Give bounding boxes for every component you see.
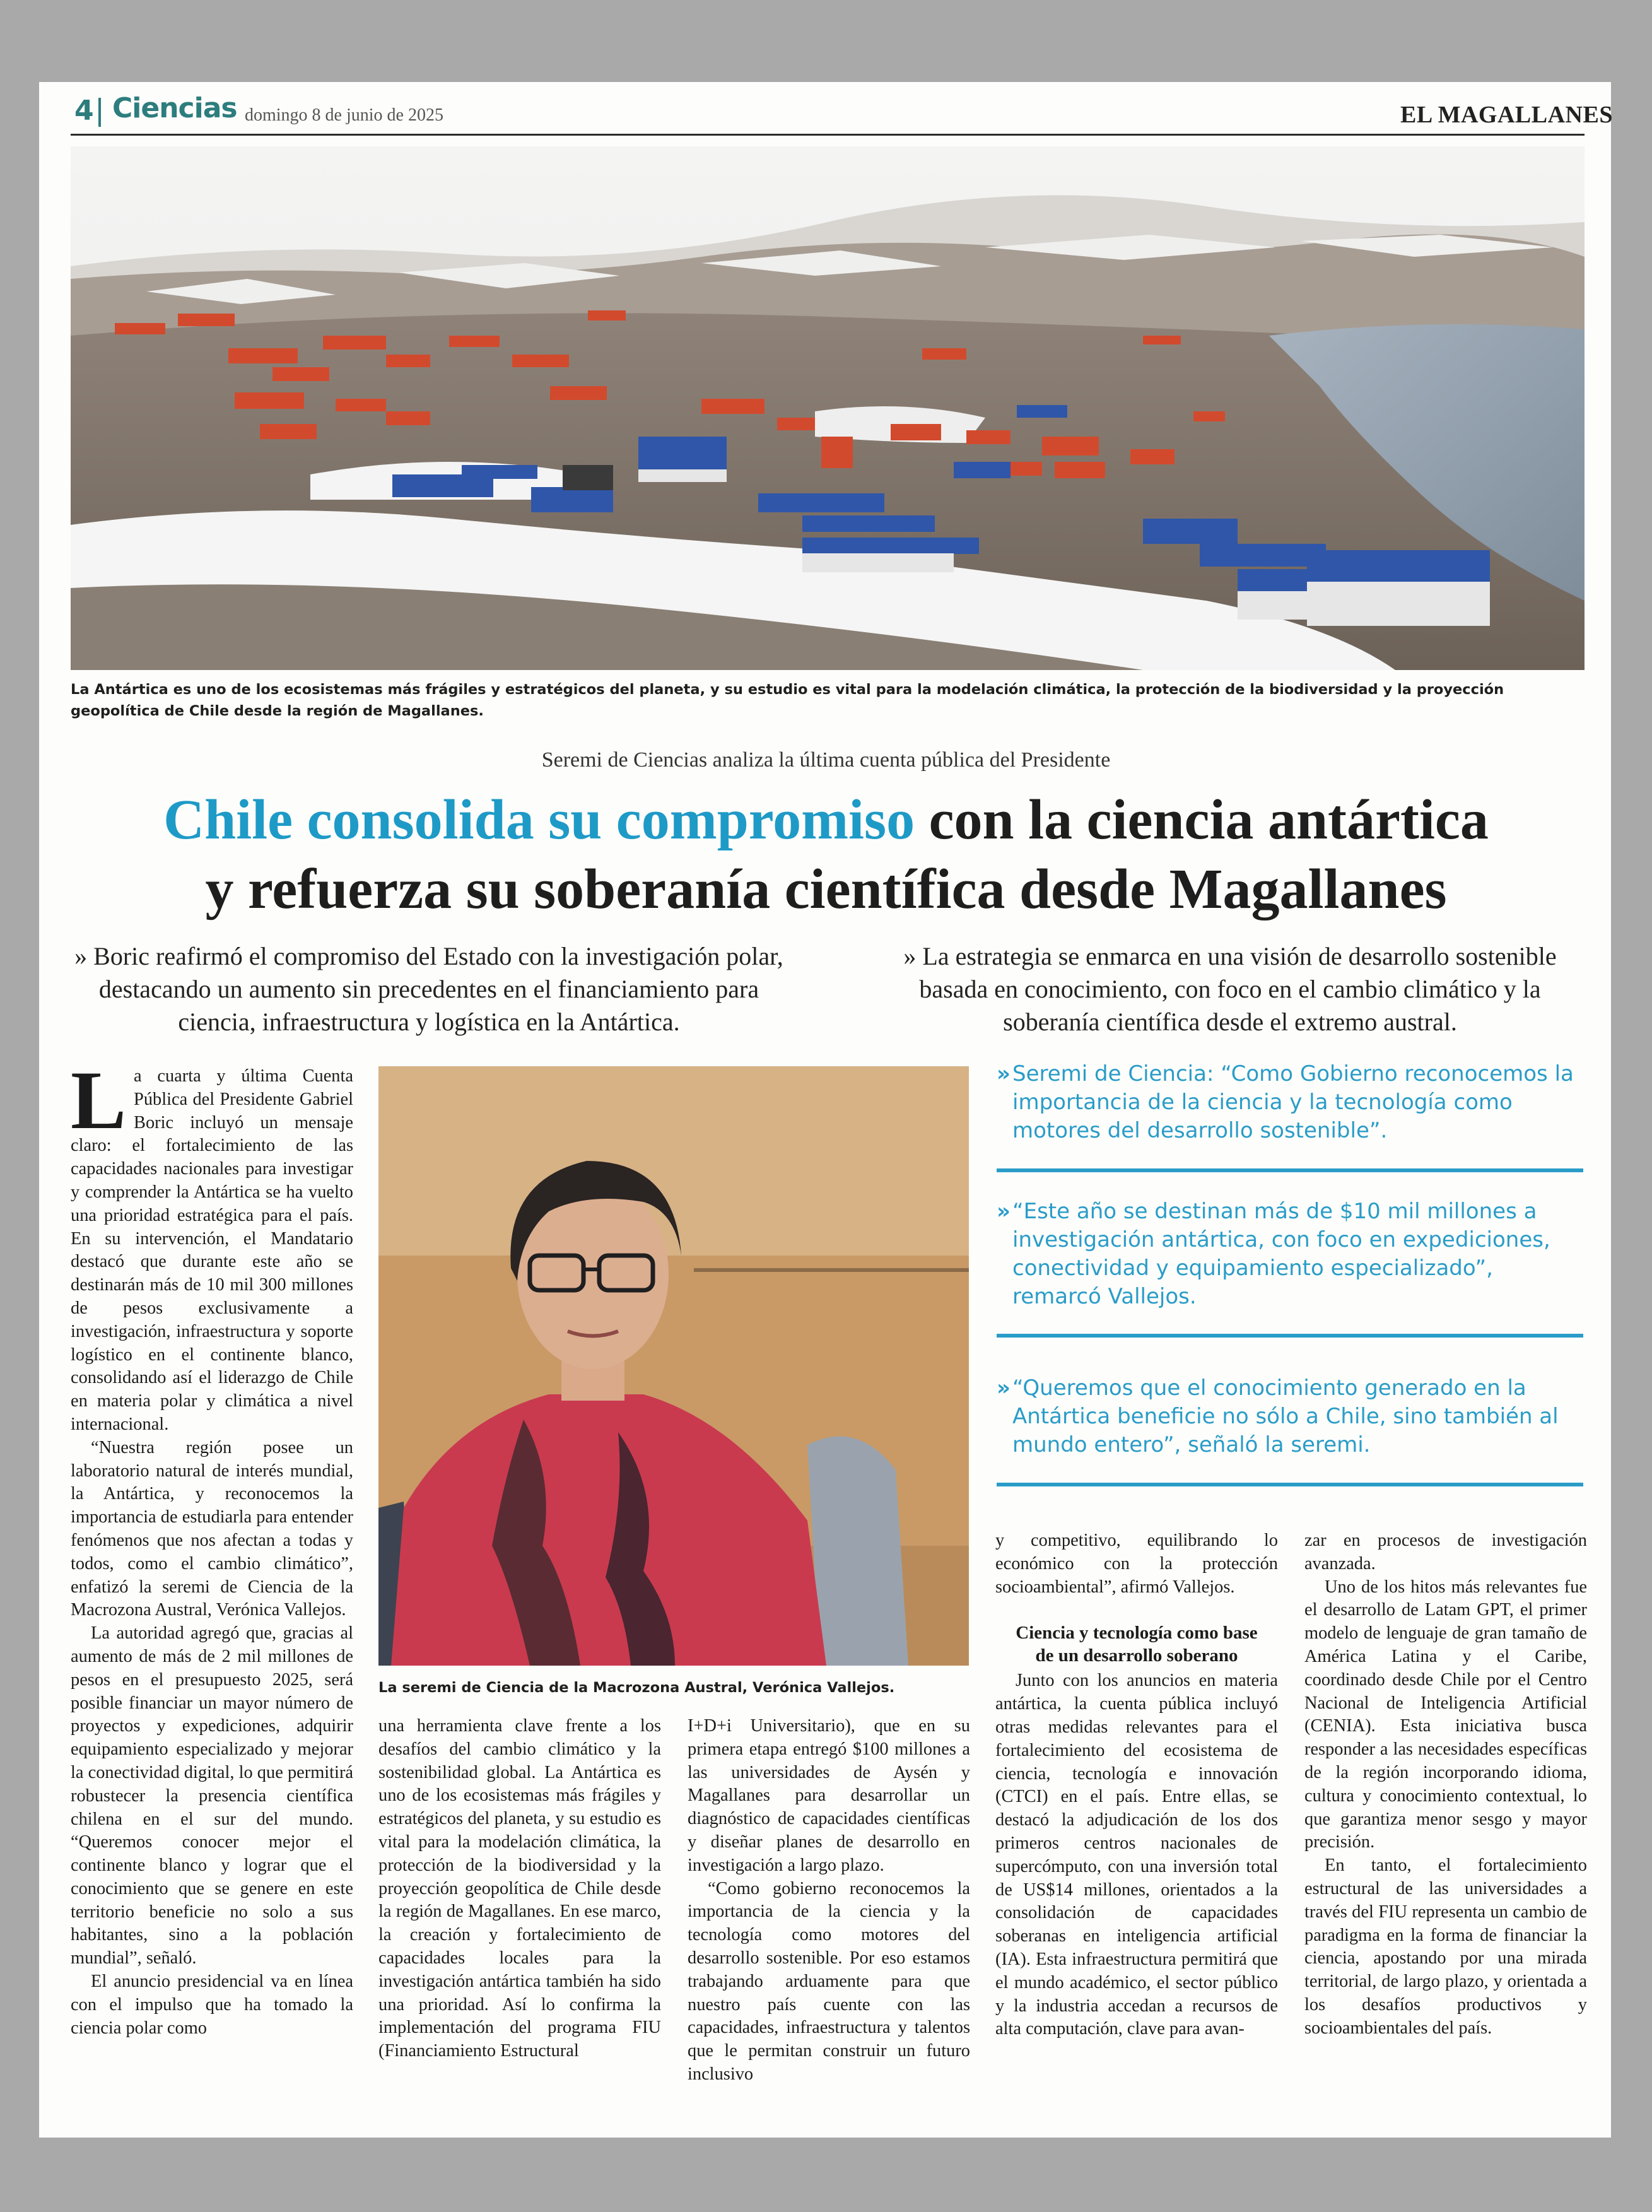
subhead-left: » Boric reafirmó el compromiso del Estado con la investigación polar, destacando un aumento sin precedentes en el financiamiento para ciencia, infraestructura y logística en la Antártica.: [74, 942, 783, 1036]
headline-line2: y refuerza su soberanía científica desde Magallanes: [205, 858, 1447, 921]
header-divider: [98, 98, 101, 127]
pull-quote-2: » “Este año se destinan más de $10 mil millones a investigación antártica, con foco en expediciones, conectividad y equipamiento especializado”, remarcó Vallejos.: [997, 1199, 1550, 1309]
pull-quote-1: » Seremi de Ciencia: “Como Gobierno reconocemos la importancia de la ciencia y la tecnología como motores del desarrollo sostenible”.: [997, 1061, 1574, 1143]
page-number: 4: [74, 95, 94, 127]
issue-date: domingo 8 de junio de 2025: [245, 105, 443, 125]
paragraph: una herramienta clave frente a los desafíos del cambio climático y la sostenibilidad global. La Antártica es uno de los ecosistemas más frágiles y estratégicos del planeta, y su estudio es vital para la modelación climática, la protección de la biodiversidad y la proyección geopolítica de Chile desde la región de Magallanes. En ese marco, la creación y fortalecimiento de capacidades locales para la investigación antártica también ha sido una prioridad. Así lo confirma la implementación del programa FIU (Financiamiento Estructural: [378, 1716, 661, 2061]
headline-highlight: Chile consolida su compromiso: [163, 789, 915, 851]
paragraph: “Como gobierno reconocemos la importancia de la ciencia y la tecnología como motores del desarrollo sostenible. Por eso estamos trabajando arduamente para que nuestro país cuente con las capacidades, infraestructura y talentos que le permitan construir un futuro inclusivo: [688, 1878, 970, 2084]
newspaper-name: EL MAGALLANES: [1400, 102, 1613, 128]
double-chevron-icon: »: [997, 1199, 1005, 1224]
article-headline: [0, 785, 1652, 924]
chevron-right-icon: »: [74, 942, 94, 970]
article-column-2: [378, 1715, 661, 2063]
article-column-4: [995, 1529, 1278, 2041]
paragraph: Uno de los hitos más relevantes fue el desarrollo de Latam GPT, el primer modelo de lenguaje de gran tamaño de América Latina y el Caribe, coordinado desde Chile por el Centro Nacional de Inteligencia Artificial (CENIA). Esta iniciativa busca responder a las necesidades específicas de la región incorporando idioma, cultura y conocimiento contextual, lo que garantiza menor sesgo y mayor precisión.: [1304, 1577, 1587, 1852]
article-column-5: [1304, 1529, 1587, 2040]
paragraph: I+D+i Universitario), que en su primera etapa entregó $100 millones a las universidades de Aysén y Magallanes para desarrollar un diagnóstico de capacidades científicas y diseñar planes de desarrollo en investigación a largo plazo.: [688, 1716, 970, 1875]
quote-divider: [997, 1483, 1583, 1486]
antarctic-base-photo: [71, 146, 1585, 670]
article-column-3: [688, 1715, 970, 2086]
drop-cap: L: [71, 1054, 127, 1146]
paragraph: a cuarta y última Cuenta Pública del Presidente Gabriel Boric incluyó un mensaje claro: el fortalecimiento de las capacidades nacionales para investigar y comprender la Antártica se ha vuelto una prioridad estratégica para el país. En su intervención, el Mandatario destacó que durante este año se destinarán más de 10 mil 300 millones de pesos exclusivamente a investigación, infraestructura y soporte logístico en el continente blanco, consolidando así el liderazgo de Chile en materia polar y climática a nivel internacional.: [71, 1066, 353, 1434]
subhead-right: » La estrategia se enmarca en una visión de desarrollo sostenible basada en conocimiento, con foco en el cambio climático y la soberanía científica desde el extremo austral.: [903, 942, 1557, 1036]
paragraph: Junto con los anuncios en materia antártica, la cuenta pública incluyó otras medidas relevantes para el fortalecimiento del ecosistema de ciencia, tecnología e innovación (CTCI) en el país. Entre ellas, se destacó la adjudicación de los dos primeros centros nacionales de supercómputo, con una inversión total de US$14 millones, orientados a la consolidación de capacidades soberanas en inteligencia artificial (IA). Esta infraestructura permitirá que el mundo académico, el sector público y la industria accedan a recursos de alta computación, clave para avan-: [995, 1671, 1278, 2039]
seremi-portrait-photo: [378, 1066, 969, 1666]
paragraph: y competitivo, equilibrando lo económico con la protección socioambiental”, afirmó Vallejos.: [995, 1531, 1278, 1597]
section-title: Ciencias: [112, 92, 237, 124]
photo-caption: La Antártica es uno de los ecosistemas más frágiles y estratégicos del planeta, y su estudio es vital para la modelación climática, la protección de la biodiversidad y la proyección geopolítica de Chile desde la región de Magallanes.: [71, 681, 1504, 719]
article-column-1: [71, 1054, 353, 2040]
quote-divider: [997, 1168, 1583, 1172]
paragraph: El anuncio presidencial va en línea con el impulso que ha tomado la ciencia polar como: [71, 1972, 353, 2038]
header-rule: [71, 134, 1585, 136]
paragraph: “Nuestra región posee un laboratorio natural de interés mundial, la Antártica, y reconocemos la importancia de estudiarla para entender fenómenos que nos afectan a todas y todos, como el cambio climático”, enfatizó la seremi de Ciencia de la Macrozona Austral, Verónica Vallejos.: [71, 1437, 353, 1620]
section-subhead: Ciencia y tecnología como base de un desarrollo soberano: [1016, 1623, 1258, 1666]
article-kicker: Seremi de Ciencias analiza la última cuenta pública del Presidente: [541, 748, 1111, 772]
double-chevron-icon: »: [997, 1375, 1005, 1401]
quote-divider: [997, 1334, 1583, 1338]
chevron-right-icon: »: [903, 942, 923, 970]
paragraph: En tanto, el fortalecimiento estructural de las universidades a través del FIU representa un cambio de paradigma en la forma de financiar la ciencia, apostando por una mirada territorial, de largo plazo, y orientada a los desafíos productivos y socioambientales del país.: [1304, 1856, 1587, 2038]
paragraph: zar en procesos de investigación avanzada.: [1304, 1531, 1587, 1574]
paragraph: La autoridad agregó que, gracias al aumento de más de 2 mil millones de pesos en el presupuesto 2025, será posible financiar un mayor número de proyectos y expediciones, adquirir equipamiento especializado y mejorar la conectividad digital, lo que permitirá robustecer la presencia científica chilena en el sur del mundo. “Queremos conocer mejor el continente blanco y lograr que el conocimiento que se genere en este territorio beneficie no solo a sus habitantes, sino a la población mundial”, señaló.: [71, 1623, 353, 1968]
double-chevron-icon: »: [997, 1061, 1005, 1086]
headline-line1-rest: con la ciencia antártica: [915, 789, 1489, 851]
portrait-caption: La seremi de Ciencia de la Macrozona Austral, Verónica Vallejos.: [378, 1680, 895, 1696]
pull-quote-3: » “Queremos que el conocimiento generado en la Antártica beneficie no sólo a Chile, sino también al mundo entero”, señaló la seremi.: [997, 1375, 1559, 1457]
